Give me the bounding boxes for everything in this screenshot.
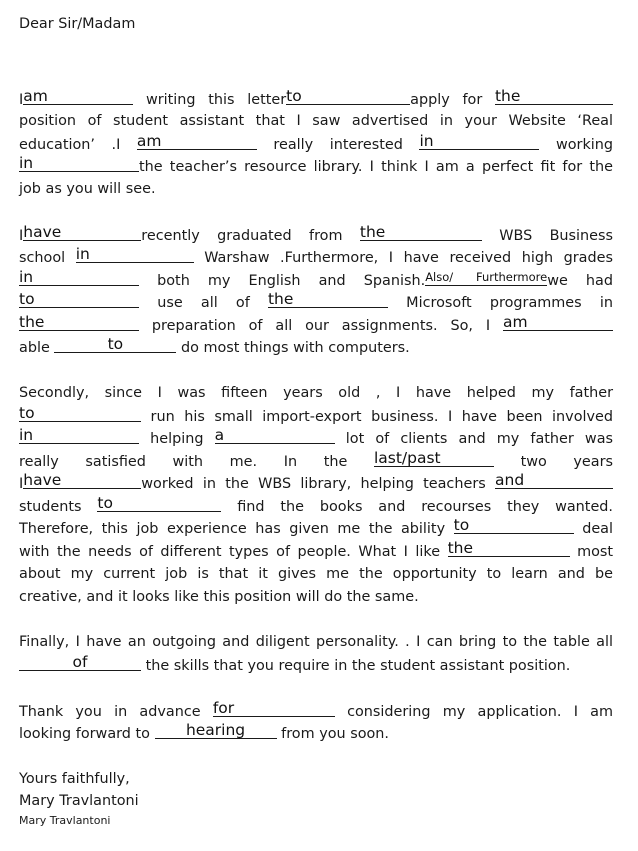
p5-line-2: looking forward to hearing from you soon. (19, 721, 390, 742)
blank-field[interactable]: and (495, 472, 613, 489)
blank-field[interactable]: in (19, 427, 139, 444)
greeting: Dear Sir/Madam (19, 16, 136, 32)
blank-field[interactable]: last/past (374, 450, 494, 467)
signature: Mary Travlantoni (19, 814, 111, 827)
blank-field[interactable]: of (19, 654, 141, 671)
p4-line-1: Finally, I have an outgoing and diligent personality. . I can bring to the table all (19, 634, 613, 650)
blank-field[interactable]: the (360, 224, 482, 241)
blank-field[interactable]: to (19, 291, 139, 308)
blank-field[interactable]: the (19, 314, 139, 331)
blank-field[interactable]: a (215, 427, 335, 444)
p1-line-3: education’ .I am really interested in working (19, 132, 614, 153)
p3-line-7: Therefore, this job experience has given me the ability to deal (19, 516, 613, 537)
p4-line-2: of the skills that you require in the student assistant position. (19, 654, 613, 677)
blank-field[interactable]: the (268, 291, 388, 308)
blank-field[interactable]: have (23, 224, 141, 241)
blank-field[interactable]: to (19, 405, 141, 422)
blank-field[interactable]: am (137, 133, 257, 150)
blank-field[interactable]: have (23, 472, 141, 489)
p1-line-1: I am writing this letter to apply for the (19, 88, 613, 111)
blank-field[interactable]: for (213, 700, 335, 717)
blank-field[interactable]: in (19, 155, 139, 172)
p3-line-3: in helping a lot of clients and my father was (19, 426, 614, 447)
sign-off: Yours faithfully, (19, 771, 130, 787)
blank-field[interactable]: am (23, 88, 133, 105)
p3-line-10: creative, and it looks like this position will do the same. (19, 589, 419, 605)
p5-line-1: Thank you in advance for considering my application. I am (19, 699, 614, 720)
sender-name: Mary Travlantoni (19, 793, 139, 809)
p3-line-9: about my current job is that it gives me the opportunity to learn and be (19, 566, 613, 582)
p1-line-2: position of student assistant that I saw advertised in your Website ‘Real (19, 113, 613, 129)
blank-field[interactable]: Also/ Furthermore (425, 270, 548, 284)
blank-field[interactable]: in (19, 269, 139, 286)
p3-line-4: really satisfied with me. In the last/past two years (19, 449, 614, 470)
p2-line-2: school in Warshaw .Furthermore, I have received high grades (19, 245, 613, 266)
p1-line-5: job as you will see. (19, 181, 156, 197)
p2-line-5: the preparation of all our assignments. So, I am (19, 314, 613, 337)
p3-line-8: with the needs of different types of people. What I like the most (19, 539, 614, 560)
blank-field[interactable]: in (76, 246, 194, 263)
blank-field[interactable]: to (97, 495, 221, 512)
p3-line-6: students to find the books and recourses they wanted. (19, 494, 614, 515)
blank-field[interactable]: am (503, 314, 613, 331)
p2-line-1: I have recently graduated from the WBS Business (19, 223, 614, 244)
p2-line-6: able to do most things with computers. (19, 335, 410, 356)
p3-line-5: I have worked in the WBS library, helping teachers and (19, 472, 613, 495)
blank-field[interactable]: the (495, 88, 613, 105)
p1-line-4: in the teacher’s resource library. I think I am a perfect fit for the (19, 154, 613, 175)
p2-line-3: in both my English and Spanish. Also/ Furthermore we had (19, 268, 613, 289)
blank-field[interactable]: in (419, 133, 539, 150)
blank-field[interactable]: to (454, 517, 574, 534)
blank-field[interactable]: to (54, 336, 176, 353)
p3-line-2: to run his small import-export business. I have been involved (19, 404, 614, 425)
p2-line-4: to use all of the Microsoft programmes in (19, 290, 613, 311)
p3-line-1: Secondly, since I was fifteen years old , I have helped my father (19, 385, 613, 401)
blank-field[interactable]: the (448, 540, 570, 557)
blank-field[interactable]: hearing (155, 722, 277, 739)
blank-field[interactable]: to (286, 88, 410, 105)
